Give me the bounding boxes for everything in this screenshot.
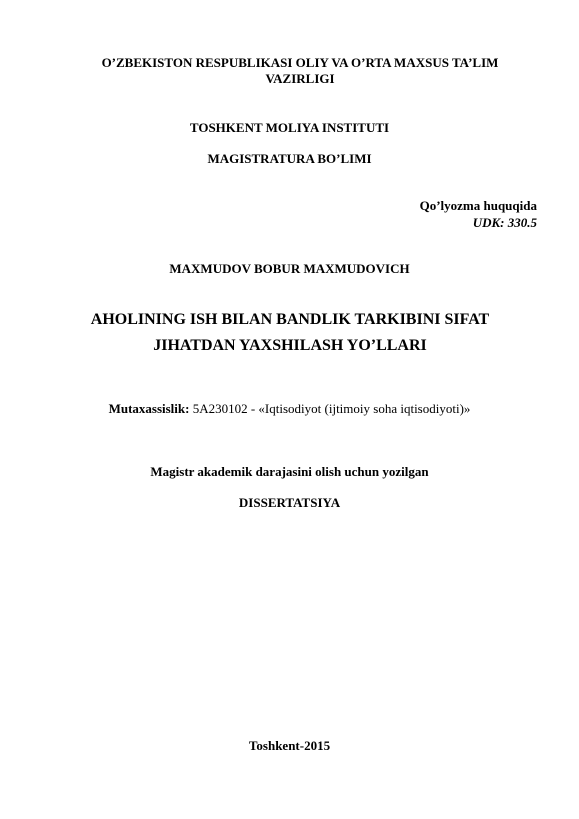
manuscript-rights-label: Qo’lyozma huquqida: [419, 198, 537, 213]
udk-code: UDK: 330.5: [472, 215, 537, 230]
degree-purpose: Magistr akademik darajasini olish uchun yozilgan: [150, 464, 429, 479]
institute-name: TOSHKENT MOLIYA INSTITUTI: [189, 120, 390, 135]
specialty-label: Mutaxassislik:: [108, 401, 190, 416]
city-year: Toshkent-2015: [248, 738, 331, 753]
department-name: MAGISTRATURA BO’LIMI: [207, 151, 372, 166]
author-name: MAXMUDOV BOBUR MAXMUDOVICH: [169, 261, 410, 276]
specialty-value: 5A230102 - «Iqtisodiyot (ijtimoiy soha iqtisodiyoti)»: [192, 401, 471, 416]
rights-block: [420, 197, 537, 231]
document-type: DISSERTATSIYA: [238, 495, 341, 510]
ministry-name: O’ZBEKISTON RESPUBLIKASI OLIY VA O’RTA MAXSUS TA’LIM VAZIRLIGI: [101, 55, 499, 86]
dissertation-title: AHOLINING ISH BILAN BANDLIK TARKIBINI SIFAT JIHATDAN YAXSHILASH YO’LLARI: [90, 311, 490, 354]
specialty-line: [0, 401, 579, 417]
